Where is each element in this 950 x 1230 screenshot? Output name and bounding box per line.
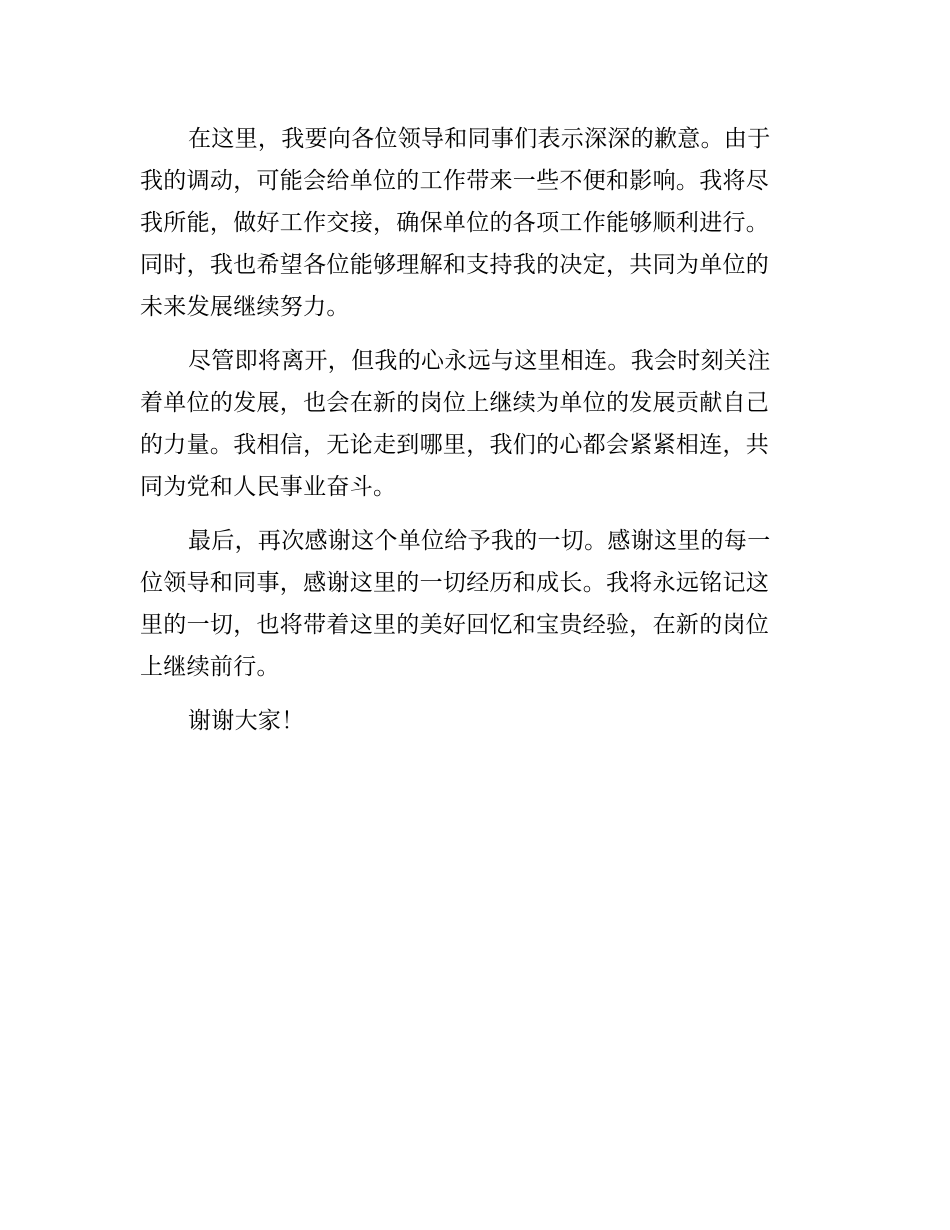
text-line: 我所能，做好工作交接，确保单位的各项工作能够顺利进行。 — [140, 210, 770, 236]
text-line: 同为党和人民事业奋斗。 — [140, 474, 397, 500]
text-line: 同时，我也希望各位能够理解和支持我的决定，共同为单位的 — [140, 252, 770, 278]
paragraph-gratitude — [140, 520, 812, 688]
paragraph-gap — [140, 508, 812, 520]
paragraph-gap — [140, 328, 812, 340]
text-line: 位领导和同事，感谢这里的一切经历和成长。我将永远铭记这 — [140, 570, 770, 596]
text-line: 最后，再次感谢这个单位给予我的一切。感谢这里的每一 — [188, 528, 771, 554]
text-line: 着单位的发展，也会在新的岗位上继续为单位的发展贡献自己 — [140, 390, 770, 416]
text-line: 未来发展继续努力。 — [140, 294, 350, 320]
text-line: 在这里，我要向各位领导和同事们表示深深的歉意。由于 — [188, 126, 771, 152]
text-line: 的力量。我相信，无论走到哪里，我们的心都会紧紧相连，共 — [140, 432, 770, 458]
text-line: 上继续前行。 — [140, 654, 280, 680]
paragraph-closing — [140, 700, 812, 742]
text-line: 里的一切，也将带着这里的美好回忆和宝贵经验，在新的岗位 — [140, 612, 770, 638]
text-line: 谢谢大家！ — [188, 708, 305, 734]
text-line: 尽管即将离开，但我的心永远与这里相连。我会时刻关注 — [188, 348, 771, 374]
document-body — [140, 118, 812, 742]
text-line: 我的调动，可能会给单位的工作带来一些不便和影响。我将尽 — [140, 168, 770, 194]
paragraph-connection — [140, 340, 812, 508]
paragraph-gap — [140, 688, 812, 700]
paragraph-apology — [140, 118, 812, 328]
